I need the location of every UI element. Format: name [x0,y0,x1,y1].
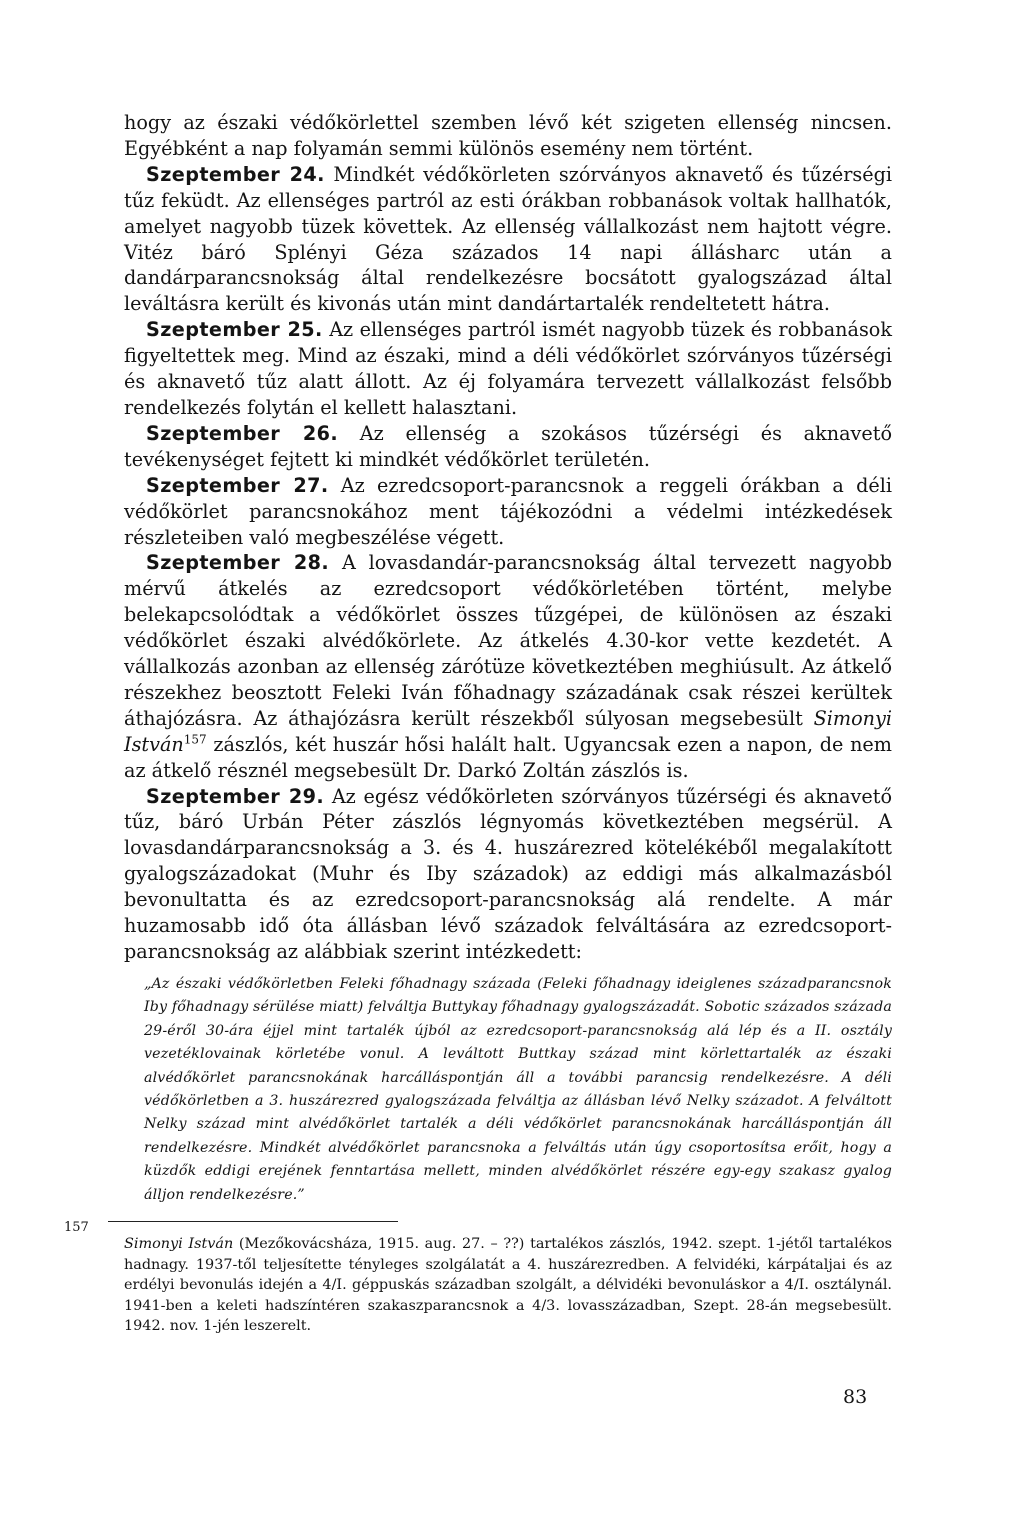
footnote-157: 157 Simonyi István (Mezőkovácsháza, 1915. aug. 27. – ??) tartalékos zászlós, 1942. szept. 1-jétől tartalékos hadnagy. 1937-től teljesítette tényleges szolgálatát a 4. huszárezredben. A felvidéki, kárpátaljai és az erdélyi bevonulás idején a 4/I. géppuskás században szolgált, a délvidéki bevonuláskor a 4/I. osztálynál. 1941-ben a keleti hadszíntéren szakaszparancsnok a 4/3. lovasszázadban, Szept. 28-án megsebesült. 1942. nov. 1-jén leszerelt. [64,1219,892,1335]
page-number: 83 [843,1386,868,1408]
entry-text: Az ellenséges partról ismét nagyobb tüzek és robbanások figyeltettek meg. Mind az északi, mind a déli védőkörlet szórványos tűzérségi és aknavető tűz alatt állott. Az éj folyamára tervezett vállalkozást felsőbb rendelkezés folytán el kellett halasztani. [124,318,892,419]
entry-sept-26 [124,421,892,473]
opening-paragraph: hogy az északi védőkörlettel szemben lévő két szigeten ellenség nincsen. Egyébként a nap folyamán semmi különös esemény nem történt. [124,111,892,160]
person-name: Simonyi István [124,706,892,756]
footnote-divider [108,1221,398,1222]
entry-sept-28 [124,550,892,783]
entry-text-before: A lovasdandár-parancsnokság által tervezett nagyobb mérvű átkelés az ezredcsoport védőkörletében történt, melybe belekapcsolódtak a védőkörlet összes tűzgépei, de különösen az északi védőkörlet északi alvédőkörlete. Az átkelés 4.30-kor vette kezdetét. A vállalkozás azonban az ellenség zárótüze következtében meghiúsult. Az átkelő részekhez beosztott Feleki Iván főhadnagy századának csak részei kerültek áthajózásra. Az áthajózásra került részekből súlyosan megsebesült [124,551,892,730]
footnote-person-name: Simonyi István [124,1235,234,1252]
entry-date: Szeptember 26. [146,421,339,445]
entry-sept-25 [124,317,892,421]
entry-date: Szeptember 27. [146,473,329,497]
entry-date: Szeptember 28. [146,551,330,575]
entry-text: Az egész védőkörleten szórványos tűzérségi és aknavető tűz, báró Urbán Péter zászlós légnyomás következtében megsérül. A lovasdandárparancsnokság a 3. és 4. huszárezred kötelékéből megalakított gyalogszázadokat (Muhr és Iby századok) az eddigi más alkalmazásból bevonultatta és az ezredcsoport-parancsnokság alá rendelte. A már huzamosabb idő óta állásban lévő századok felváltására az ezredcsoport-parancsnokság az alábbiak szerint intézkedett: [124,784,892,963]
main-text [124,110,892,965]
page-content [64,110,892,1337]
entry-text: Az ezredcsoport-parancsnok a reggeli órákban a déli védőkörlet parancsnokához ment tájékozódni a védelmi intézkedések részleteiben való megbeszélése végett. [124,473,892,549]
entry-date: Szeptember 24. [146,162,325,186]
entry-date: Szeptember 29. [146,784,325,808]
entry-sept-29 [124,784,892,965]
entry-sept-24 [124,162,892,317]
footnote-text: (Mezőkovácsháza, 1915. aug. 27. – ??) tartalékos zászlós, 1942. szept. 1-jétől tartalékos hadnagy. 1937-től teljesítette tényleges szolgálatát a 4. huszárezredben. A felvidéki, kárpátaljai és az erdélyi bevonulás idején a 4/I. géppuskás században szolgált, a délvidéki bevonuláskor a 4/I. osztálynál. 1941-ben a keleti hadszíntéren szakaszparancsnok a 4/3. lovasszázadban, Szept. 28-án megsebesült. 1942. nov. 1-jén leszerelt. [124,1235,892,1335]
entry-text-after: zászlós, két huszár hősi halált halt. Ugyancsak ezen a napon, de nem az átkelő résznél megsebesült Dr. Darkó Zoltán zászlós is. [124,732,892,782]
entry-text: Mindkét védőkörleten szórványos aknavető és tűzérségi tűz feküdt. Az ellenséges partról az esti órákban robbanások voltak hallhatók, amelyet nagyobb tüzek követtek. Az ellenség vállalkozást nem hajtott végre. Vitéz báró Splényi Géza százados 14 napi állásharc után a dandárparancsnokság által rendelkezésre bocsátott gyalogszázad által leváltásra került és kivonás után mint dandártartalék rendeltetett hátra. [124,162,892,316]
entry-text: Az ellenség a szokásos tűzérségi és aknavető tevékenységet fejtett ki mindkét védőkörlet területén. [124,421,892,471]
entry-date: Szeptember 25. [146,318,323,342]
footnote-reference[interactable]: 157 [183,732,207,747]
order-quote: „Az északi védőkörletben Feleki főhadnagy százada (Feleki főhadnagy ideiglenes századparancsnok Iby főhadnagy sérülése miatt) felváltja Buttykay főhadnagy gyalogszázadát. Sobotic százados százada 29-éről 30-ára éjjel mint tartalék újból az ezredcsoport-parancsnokság alá lép és a II. osztály vezetéklovainak körletébe vonul. A leváltott Buttkay század mint körlettartalék az északi alvédőkörlet parancsnokának harcálláspontján áll a további parancsig rendelkezésre. A déli védőkörletben a 3. huszárezred gyalogszázada felváltja az állásban lévő Nelky századot. A felváltott Nelky század mint alvédőkörlet tartalék a déli védőkörlet parancsnokának harcálláspontján áll rendelkezésre. Mindkét alvédőkörlet parancsnoka a felváltás után úgy csoportosítsa erőit, hogy a küzdők eddigi erejének fenntartása mellett, minden alvédőkörlet részére egy-egy szakasz gyalog álljon rendelkezésre.” [144,975,892,1203]
entry-sept-27 [124,473,892,551]
